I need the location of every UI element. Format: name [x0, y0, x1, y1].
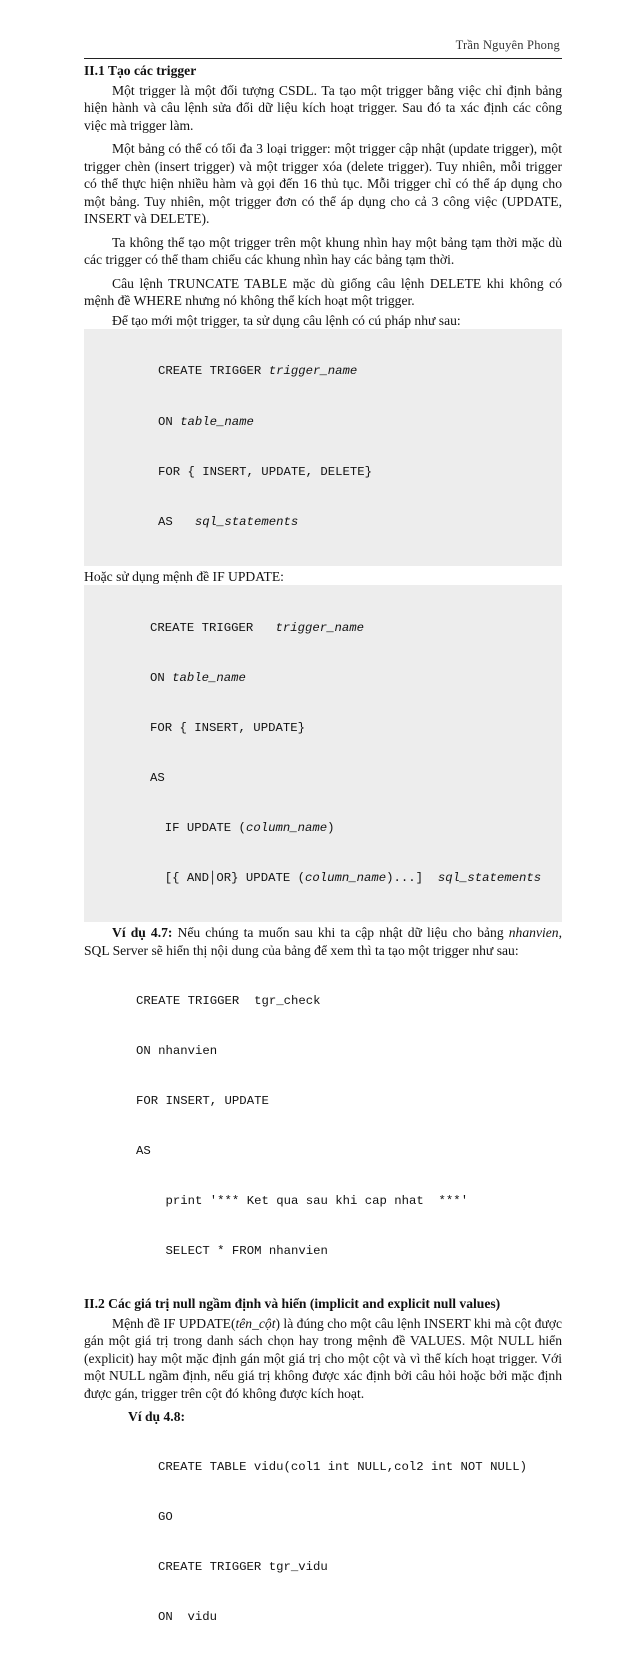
header-rule: [84, 58, 562, 59]
page-header-author: Trần Nguyên Phong: [455, 38, 560, 52]
example-label: Ví dụ 4.7:: [112, 925, 173, 941]
paragraph: Mệnh đề IF UPDATE(tên_cột) là đúng cho một câu lệnh INSERT khi mà cột được gán một giá trị trong danh sách chọn hay trong mệnh đề VALUES. Một NULL hiển (explicit) hay một mặc định gán một giá trị cho một cột và vì thế kích hoạt trigger. Với một NULL ngầm định, nếu giá trị không được xác định bởi câu hỏi hoặc bởi mặc định được gán, trigger trên cột đó không được kích hoạt.: [84, 1315, 562, 1401]
example-paragraph: Ví dụ 4.7: Nếu chúng ta muốn sau khi ta cập nhật dữ liệu cho bảng nhanvien, SQL Server sẽ hiển thị nội dung của bảng để xem thì ta tạo một trigger như sau:: [84, 925, 562, 958]
example-label: Ví dụ 4.8:: [128, 1409, 186, 1425]
paragraph: Một bảng có thể có tối đa 3 loại trigger: một trigger cập nhật (update trigger), một trigger chèn (insert trigger) và một trigger xóa (delete trigger). Tuy nhiên, mỗi trigger có thể thực hiện nhiều hàm và gọi đến 16 thủ tục. Mỗi trigger chỉ có thể áp dụng cho một bảng. Tuy nhiên, một trigger đơn có thể áp dụng cho cả 3 công việc (UPDATE, INSERT và DELETE).: [84, 141, 562, 226]
code-block-example-4-8: CREATE TABLE vidu(col1 int NULL,col2 int NOT NULL) GO CREATE TRIGGER tgr_vidu ON vidu: [158, 1460, 527, 1625]
paragraph: Câu lệnh TRUNCATE TABLE mặc dù giống câu lệnh DELETE khi không có mệnh đề WHERE nhưng nó không thể kích hoạt một trigger.: [84, 275, 562, 308]
paragraph: Một trigger là một đối tượng CSDL. Ta tạo một trigger bằng việc chỉ định bảng hiện hành và câu lệnh sửa đổi dữ liệu kích hoạt trigger. Sau đó ta xác định các công việc mà trigger làm.: [84, 82, 562, 133]
section-heading: II.2 Các giá trị null ngầm định và hiển (implicit and explicit null values): [84, 1296, 501, 1312]
code-block-if-update: CREATE TRIGGER trigger_name ON table_name FOR { INSERT, UPDATE} AS IF UPDATE (column_name) [{ AND│OR} UPDATE (column_name)...] sql_statements: [84, 585, 562, 922]
code-block-syntax: CREATE TRIGGER trigger_name ON table_name FOR { INSERT, UPDATE, DELETE} AS sql_statements: [84, 329, 562, 566]
paragraph: Để tạo mới một trigger, ta sử dụng câu lệnh có cú pháp như sau:: [112, 312, 461, 328]
paragraph: Hoặc sử dụng mệnh đề IF UPDATE:: [84, 568, 284, 584]
paragraph: Ta không thể tạo một trigger trên một khung nhìn hay một bảng tạm thời mặc dù các trigger có thể tham chiếu các khung nhìn hay các bảng tạm thời.: [84, 234, 562, 267]
document-body: [84, 60, 562, 1660]
section-heading: II.1 Tạo các trigger: [84, 63, 197, 78]
code-block-example-4-7: CREATE TRIGGER tgr_check ON nhanvien FOR INSERT, UPDATE AS print '*** Ket qua sau khi cap nhat ***' SELECT * FROM nhanvien: [136, 993, 469, 1259]
